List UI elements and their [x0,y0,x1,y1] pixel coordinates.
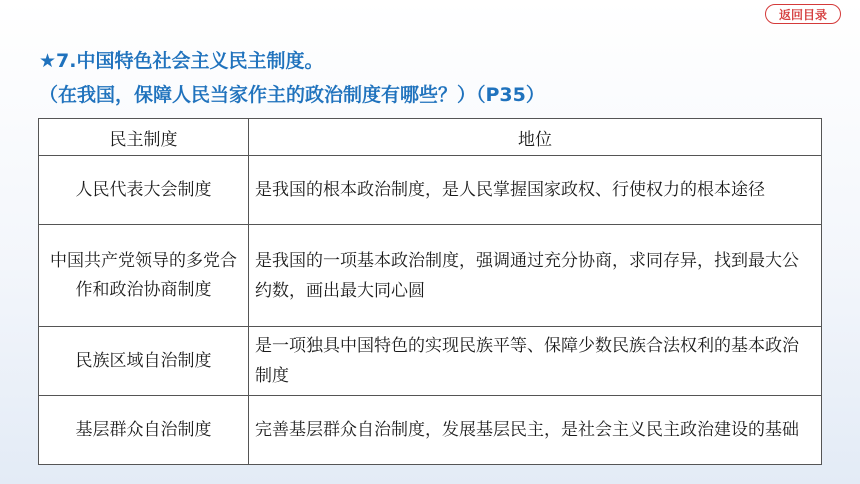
section-heading [39,44,819,112]
table-row [39,225,822,327]
system-name-cell: 基层群众自治制度 [39,396,249,465]
system-position-cell: 是我国的根本政治制度，是人民掌握国家政权、行使权力的根本途径 [249,156,822,225]
table-row [39,396,822,465]
back-to-contents-button[interactable]: 返回目录 [765,4,841,24]
heading-title: 7.中国特色社会主义民主制度。 [56,50,324,72]
column-header-system: 民主制度 [39,119,249,156]
table-header-row [39,119,822,156]
democracy-systems-table [38,118,822,465]
system-name-cell: 人民代表大会制度 [39,156,249,225]
system-position-cell: 是一项独具中国特色的实现民族平等、保障少数民族合法权利的基本政治制度 [249,327,822,396]
table-row [39,156,822,225]
star-icon: ★ [39,50,57,72]
heading-question: （在我国，保障人民当家作主的政治制度有哪些？）（P35） [39,84,545,106]
table-row [39,327,822,396]
column-header-position: 地位 [249,119,822,156]
system-name-cell: 中国共产党领导的多党合作和政治协商制度 [39,225,249,327]
system-position-cell: 是我国的一项基本政治制度，强调通过充分协商，求同存异，找到最大公约数，画出最大同心圆 [249,225,822,327]
system-name-cell: 民族区域自治制度 [39,327,249,396]
system-position-cell: 完善基层群众自治制度，发展基层民主，是社会主义民主政治建设的基础 [249,396,822,465]
